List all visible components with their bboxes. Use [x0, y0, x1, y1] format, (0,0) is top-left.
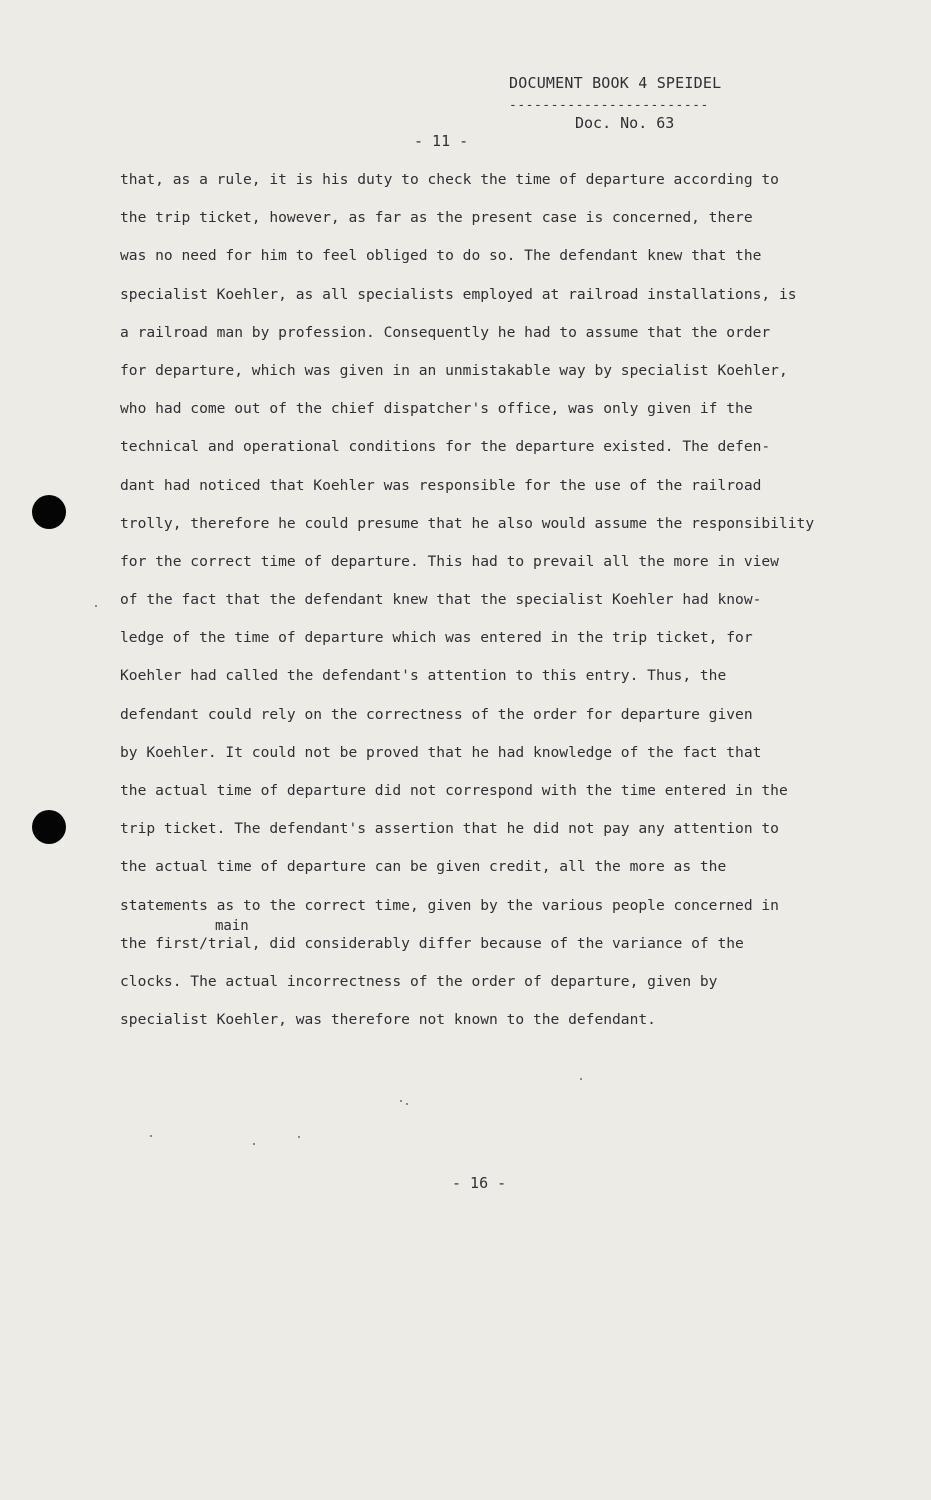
- text-line: clocks. The actual incorrectness of the order of departure, given by: [120, 972, 718, 990]
- text-line: specialist Koehler, was therefore not known to the defendant.: [120, 1011, 656, 1029]
- text-line: the first/trial, did considerably differ because of the variance of the: [120, 934, 744, 952]
- text-line: a railroad man by profession. Consequently he had to assume that the order: [120, 323, 771, 341]
- text-line: was no need for him to feel obliged to do so. The defendant knew that the: [120, 247, 762, 265]
- text-line-with-insertion: [120, 917, 900, 972]
- text-line: trip ticket. The defendant's assertion that he did not pay any attention to: [120, 820, 779, 838]
- header-underline: ------------------------: [509, 98, 709, 113]
- paper-speck: [253, 1143, 255, 1145]
- document-number: Doc. No. 63: [575, 114, 675, 132]
- original-page-number: - 11 -: [414, 132, 469, 150]
- text-line: of the fact that the defendant knew that the specialist Koehler had know-: [120, 591, 762, 609]
- text-line: for the correct time of departure. This had to prevail all the more in view: [120, 552, 779, 570]
- paper-speck: [95, 605, 97, 607]
- document-book-title: DOCUMENT BOOK 4 SPEIDEL: [509, 74, 722, 92]
- paper-speck: [406, 1103, 408, 1105]
- text-line: the actual time of departure can be given credit, all the more as the: [120, 858, 727, 876]
- paper-speck: [580, 1078, 582, 1080]
- text-line: who had come out of the chief dispatcher's office, was only given if the: [120, 400, 753, 418]
- text-line: technical and operational conditions for the departure existed. The defen-: [120, 438, 771, 456]
- text-line: for departure, which was given in an unmistakable way by specialist Koehler,: [120, 361, 788, 379]
- text-line: the actual time of departure did not correspond with the time entered in the: [120, 782, 788, 799]
- text-line: dant had noticed that Koehler was responsible for the use of the railroad: [120, 476, 762, 494]
- text-line: the trip ticket, however, as far as the present case is concerned, there: [120, 209, 753, 227]
- punch-hole: [32, 495, 66, 529]
- body-text: [120, 170, 900, 1048]
- punch-hole: [32, 810, 66, 844]
- text-line: statements as to the correct time, given by the various people concerned in: [120, 896, 779, 914]
- text-line: Koehler had called the defendant's attention to this entry. Thus, the: [120, 667, 727, 685]
- paper-speck: [298, 1136, 300, 1138]
- paper-speck: [150, 1135, 152, 1137]
- text-line: by Koehler. It could not be proved that he had knowledge of the fact that: [120, 743, 762, 761]
- text-line: trolly, therefore he could presume that he also would assume the responsibility: [120, 514, 815, 532]
- text-line: that, as a rule, it is his duty to check the time of departure according to: [120, 171, 779, 188]
- paper-speck: [400, 1100, 402, 1102]
- handwritten-insertion: main: [215, 917, 249, 934]
- text-line: defendant could rely on the correctness of the order for departure given: [120, 705, 753, 723]
- page-number: - 16 -: [452, 1174, 507, 1192]
- text-line: ledge of the time of departure which was entered in the trip ticket, for: [120, 629, 753, 647]
- text-line: specialist Koehler, as all specialists employed at railroad installations, is: [120, 285, 797, 303]
